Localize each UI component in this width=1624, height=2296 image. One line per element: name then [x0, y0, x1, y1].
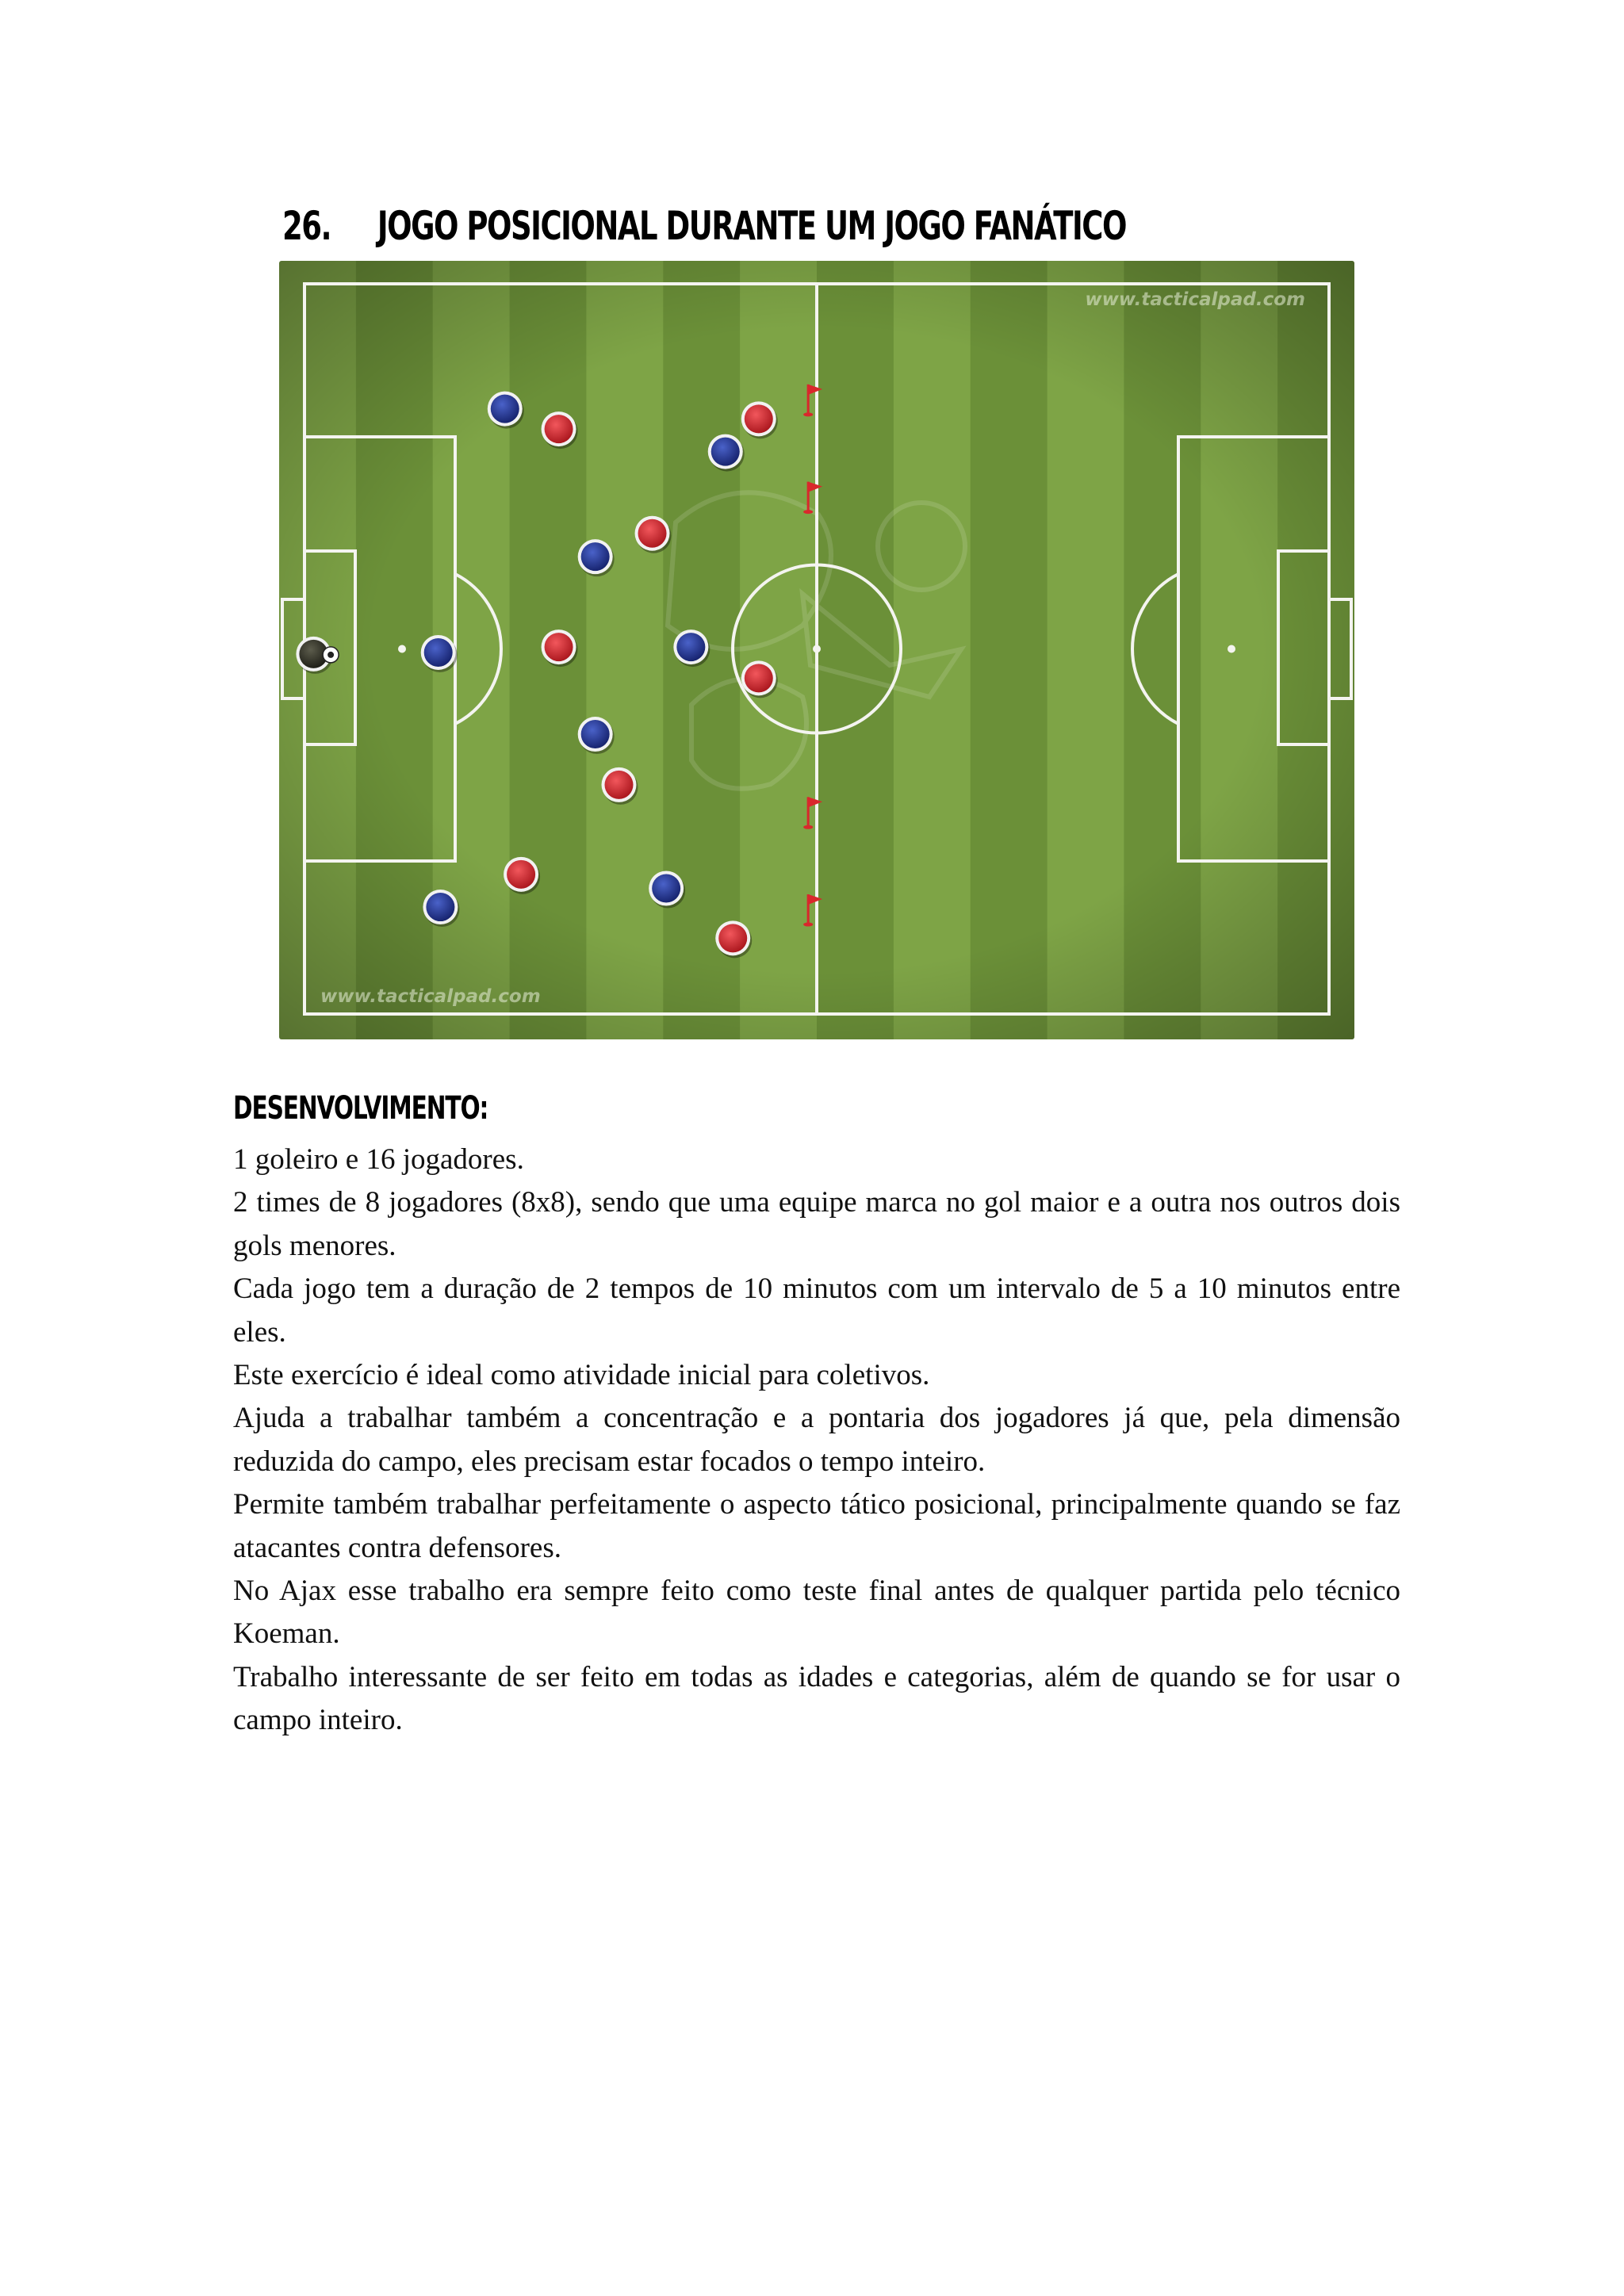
paragraph: 2 times de 8 jogadores (8x8), sendo que uma equipe marca no gol maior e a outra nos outros dois gols menores.: [233, 1186, 1400, 1262]
right-penalty-spot: [1228, 645, 1235, 653]
paragraph: Permite também trabalhar perfeitamente o aspecto tático posicional, principalmente quando se faz atacantes contra defensores.: [233, 1488, 1400, 1564]
paragraph: 1 goleiro e 16 jogadores.: [233, 1143, 524, 1176]
tactical-field-diagram: [279, 261, 1354, 1039]
ball-icon: [323, 647, 339, 663]
paragraph: Este exercício é ideal como atividade inicial para coletivos.: [233, 1359, 930, 1392]
left-penalty-spot: [398, 645, 406, 653]
paragraph: No Ajax esse trabalho era sempre feito como teste final antes de qualquer partida pelo técnico Koeman.: [233, 1575, 1400, 1651]
title-text: JOGO POSICIONAL DURANTE UM JOGO FANÁTICO: [377, 203, 1126, 249]
section-heading: DESENVOLVIMENTO:: [233, 1090, 488, 1127]
paragraph: Cada jogo tem a duração de 2 tempos de 10 minutos com um intervalo de 5 a 10 minutos entre eles.: [233, 1272, 1400, 1349]
paragraph: Ajuda a trabalhar também a concentração e a pontaria dos jogadores já que, pela dimensão reduzida do campo, eles precisam estar focados o tempo inteiro.: [233, 1402, 1400, 1478]
body-text: [233, 1138, 1400, 1743]
watermark-top: www.tacticalpad.com: [1085, 289, 1305, 310]
center-spot: [813, 645, 821, 653]
title-number: 26.: [282, 203, 331, 249]
paragraph: Trabalho interessante de ser feito em todas as idades e categorias, além de quando se for usar o campo inteiro.: [233, 1660, 1400, 1737]
watermark-bottom: www.tacticalpad.com: [320, 986, 541, 1007]
field-svg: [279, 261, 1354, 1039]
page-title: [282, 198, 1126, 254]
